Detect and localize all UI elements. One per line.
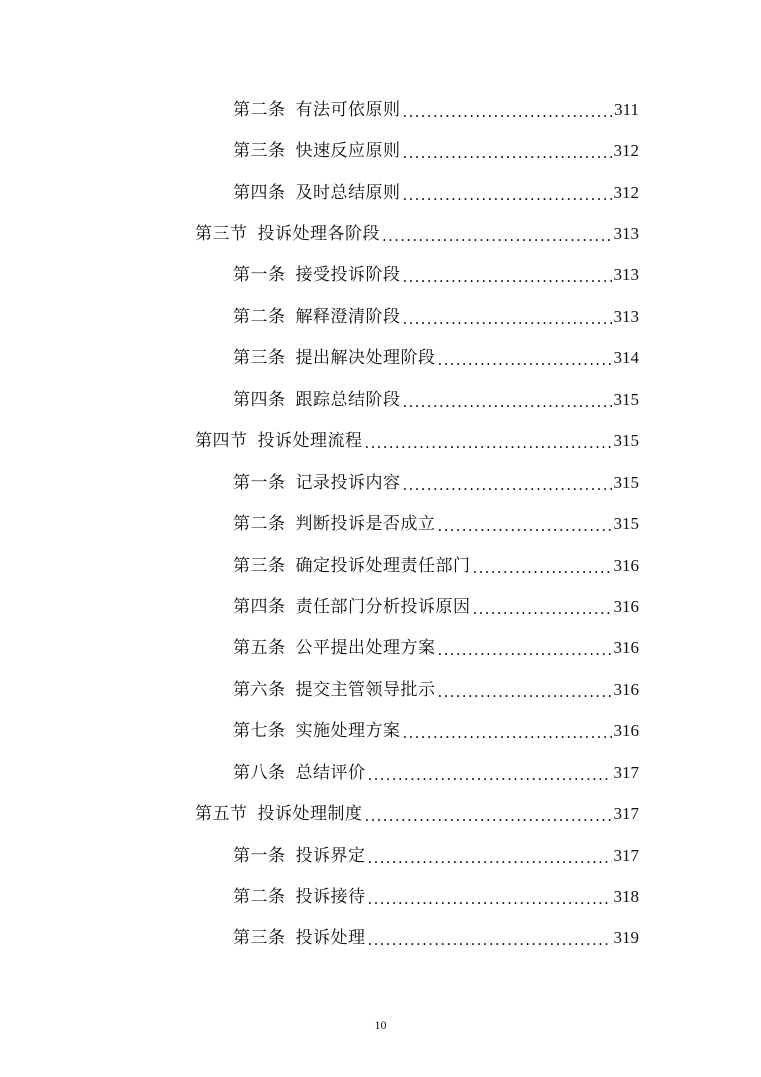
toc-entry-page: 317 bbox=[613, 845, 639, 865]
toc-entry-number: 第八条 bbox=[233, 762, 286, 783]
toc-dot-leader bbox=[368, 765, 612, 785]
toc-dot-leader bbox=[438, 640, 612, 660]
toc-dot-leader bbox=[403, 475, 612, 495]
toc-entry-page: 312 bbox=[613, 182, 639, 202]
toc-entry-title: 提出解决处理阶段 bbox=[295, 348, 436, 369]
toc-dot-leader bbox=[368, 848, 612, 868]
toc-entry-number: 第三条 bbox=[233, 141, 286, 162]
toc-entry-number: 第一条 bbox=[233, 845, 286, 866]
toc-entry-page: 315 bbox=[613, 389, 639, 409]
toc-entry-number: 第五条 bbox=[233, 638, 286, 659]
toc-entry-page: 316 bbox=[613, 679, 639, 699]
toc-entry-title: 投诉处理各阶段 bbox=[257, 224, 380, 245]
toc-dot-leader bbox=[403, 267, 612, 287]
toc-entry[interactable] bbox=[233, 628, 639, 669]
toc-entry-title: 投诉界定 bbox=[295, 845, 366, 866]
toc-entry-title: 提交主管领导批示 bbox=[295, 679, 436, 700]
toc-entry-page: 312 bbox=[613, 141, 639, 161]
toc-entry-page: 315 bbox=[613, 431, 639, 451]
toc-section-entry[interactable] bbox=[195, 213, 639, 254]
toc-dot-leader bbox=[403, 723, 612, 743]
toc-entry[interactable] bbox=[233, 669, 639, 710]
toc-dot-leader bbox=[473, 558, 612, 578]
toc-dot-leader bbox=[382, 226, 612, 246]
toc-entry-title: 确定投诉处理责任部门 bbox=[295, 555, 471, 576]
toc-entry[interactable] bbox=[233, 338, 639, 379]
toc-dot-leader bbox=[365, 806, 612, 826]
toc-section-entry[interactable] bbox=[195, 421, 639, 462]
toc-dot-leader bbox=[438, 516, 612, 536]
toc-dot-leader bbox=[368, 889, 612, 909]
toc-entry-number: 第三节 bbox=[195, 224, 248, 245]
toc-dot-leader bbox=[403, 309, 612, 329]
toc-entry-page: 314 bbox=[613, 348, 639, 368]
toc-entry-number: 第三条 bbox=[233, 928, 286, 949]
toc-entry[interactable] bbox=[233, 711, 639, 752]
toc-entry[interactable] bbox=[233, 503, 639, 544]
toc-entry[interactable] bbox=[233, 255, 639, 296]
toc-entry-page: 316 bbox=[613, 638, 639, 658]
toc-entry[interactable] bbox=[233, 89, 639, 130]
toc-entry-number: 第三条 bbox=[233, 555, 286, 576]
toc-dot-leader bbox=[438, 350, 612, 370]
toc-entry-page: 315 bbox=[613, 514, 639, 534]
toc-entry-page: 316 bbox=[613, 596, 639, 616]
toc-entry[interactable] bbox=[233, 876, 639, 917]
toc-entry-page: 313 bbox=[613, 224, 639, 244]
toc-dot-leader bbox=[403, 143, 612, 163]
toc-entry-number: 第一条 bbox=[233, 472, 286, 493]
toc-entry-title: 跟踪总结阶段 bbox=[295, 389, 401, 410]
toc-entry-page: 319 bbox=[613, 928, 639, 948]
toc-entry-page: 313 bbox=[613, 306, 639, 326]
toc-section-entry[interactable] bbox=[195, 793, 639, 834]
toc-entry-page: 315 bbox=[613, 472, 639, 492]
toc-entry-number: 第六条 bbox=[233, 679, 286, 700]
page-number: 10 bbox=[374, 1018, 387, 1032]
toc-entry-title: 记录投诉内容 bbox=[295, 472, 401, 493]
toc-entry[interactable] bbox=[233, 545, 639, 586]
toc-entry-number: 第四条 bbox=[233, 389, 286, 410]
toc-entry-page: 317 bbox=[613, 762, 639, 782]
toc-entry-title: 投诉处理制度 bbox=[257, 804, 363, 825]
toc-entry-number: 第五节 bbox=[195, 804, 248, 825]
toc-entry[interactable] bbox=[233, 752, 639, 793]
toc-entry-number: 第四节 bbox=[195, 431, 248, 452]
toc-entry-title: 责任部门分析投诉原因 bbox=[295, 596, 471, 617]
toc-entry-title: 投诉接待 bbox=[295, 887, 366, 908]
toc-entry[interactable] bbox=[233, 586, 639, 627]
toc-entry[interactable] bbox=[233, 130, 639, 171]
toc-entry-page: 311 bbox=[614, 99, 639, 119]
toc-entry-title: 有法可依原则 bbox=[295, 99, 401, 120]
toc-dot-leader bbox=[403, 392, 612, 412]
toc-entry-title: 判断投诉是否成立 bbox=[295, 514, 436, 535]
toc-dot-leader bbox=[438, 682, 612, 702]
toc-entry[interactable] bbox=[233, 835, 639, 876]
toc-entry[interactable] bbox=[233, 918, 639, 959]
toc-entry-page: 316 bbox=[613, 555, 639, 575]
toc-entry-title: 快速反应原则 bbox=[295, 141, 401, 162]
toc-entry-page: 316 bbox=[613, 721, 639, 741]
toc-entry-title: 实施处理方案 bbox=[295, 721, 401, 742]
toc-entry-page: 313 bbox=[613, 265, 639, 285]
toc-entry-number: 第四条 bbox=[233, 596, 286, 617]
toc-dot-leader bbox=[403, 185, 612, 205]
toc-entry-number: 第七条 bbox=[233, 721, 286, 742]
toc-entry-title: 总结评价 bbox=[295, 762, 366, 783]
toc-entry-number: 第四条 bbox=[233, 182, 286, 203]
toc-entry-number: 第二条 bbox=[233, 306, 286, 327]
toc-entry-title: 公平提出处理方案 bbox=[295, 638, 436, 659]
table-of-contents bbox=[0, 89, 761, 959]
toc-entry-number: 第三条 bbox=[233, 348, 286, 369]
toc-entry[interactable] bbox=[233, 296, 639, 337]
toc-entry-title: 投诉处理流程 bbox=[257, 431, 363, 452]
toc-entry-number: 第二条 bbox=[233, 514, 286, 535]
toc-entry-title: 解释澄清阶段 bbox=[295, 306, 401, 327]
toc-dot-leader bbox=[403, 102, 613, 122]
toc-entry-title: 及时总结原则 bbox=[295, 182, 401, 203]
toc-entry-number: 第一条 bbox=[233, 265, 286, 286]
toc-dot-leader bbox=[368, 930, 612, 950]
toc-entry[interactable] bbox=[233, 462, 639, 503]
toc-entry-title: 投诉处理 bbox=[295, 928, 366, 949]
toc-entry[interactable] bbox=[233, 172, 639, 213]
toc-entry[interactable] bbox=[233, 379, 639, 420]
toc-entry-title: 接受投诉阶段 bbox=[295, 265, 401, 286]
toc-dot-leader bbox=[365, 433, 612, 453]
toc-entry-number: 第二条 bbox=[233, 887, 286, 908]
toc-dot-leader bbox=[473, 599, 612, 619]
toc-entry-page: 318 bbox=[613, 887, 639, 907]
toc-entry-number: 第二条 bbox=[233, 99, 286, 120]
toc-entry-page: 317 bbox=[613, 804, 639, 824]
